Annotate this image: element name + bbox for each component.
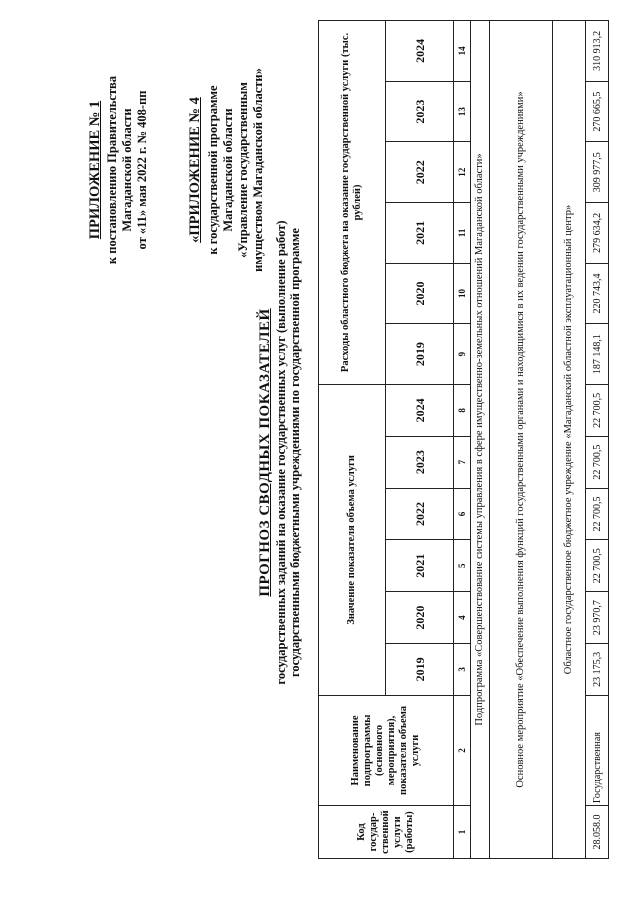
- column-number: 8: [454, 384, 471, 436]
- main-activity-row: [490, 21, 553, 859]
- header-year: 2020: [386, 592, 454, 644]
- appendix-program-line: к государственной программе: [206, 85, 220, 255]
- column-number: 11: [454, 203, 471, 264]
- header-year: 2019: [386, 324, 454, 385]
- column-number: 9: [454, 324, 471, 385]
- header-year: 2021: [386, 203, 454, 264]
- expense-value: 310 913,2: [586, 21, 609, 82]
- column-number: 6: [454, 488, 471, 540]
- column-number: 10: [454, 263, 471, 324]
- header-year: 2022: [386, 142, 454, 203]
- column-number: 3: [454, 644, 471, 696]
- service-code: 28.058.0: [586, 806, 609, 859]
- service-name: Государственная: [586, 695, 609, 805]
- header-year: 2019: [386, 644, 454, 696]
- subprogram-cell: Подпрограмма «Совершенствование системы управления в сфере имущественно-земельных отношений Магаданской области»: [471, 21, 490, 859]
- appendix-program-title: «ПРИЛОЖЕНИЕ № 4: [187, 97, 203, 243]
- appendix-resolution-title: ПРИЛОЖЕНИЕ № 1: [87, 100, 103, 240]
- header-row: [319, 21, 386, 859]
- header-year: 2023: [386, 436, 454, 488]
- appendix-program-line: имуществом Магаданской области»: [251, 68, 265, 272]
- volume-value: 23 175,3: [586, 644, 609, 696]
- column-number: 14: [454, 21, 471, 82]
- header-year: 2020: [386, 263, 454, 324]
- column-number: 13: [454, 81, 471, 142]
- institution-row: [553, 21, 586, 859]
- document-subtitle: государственных заданий на оказание государственных услуг (выполнение работ): [274, 220, 288, 685]
- header-year: 2024: [386, 384, 454, 436]
- header-year: 2021: [386, 540, 454, 592]
- document-subtitle: государственными бюджетными учреждениями по государственной программе: [288, 228, 302, 677]
- expense-value: 187 148,1: [586, 324, 609, 385]
- column-number: 4: [454, 592, 471, 644]
- volume-value: 22 700,5: [586, 384, 609, 436]
- header-year: 2023: [386, 81, 454, 142]
- expense-value: 279 634,2: [586, 203, 609, 264]
- indicators-table: [318, 20, 609, 859]
- main-activity-cell: Основное мероприятие «Обеспечение выполнения функций государственными органами и находящимися в их ведении государственными учреждениями»: [490, 21, 553, 859]
- column-number: 7: [454, 436, 471, 488]
- volume-value: 23 970,7: [586, 592, 609, 644]
- document-title-block: [257, 40, 302, 865]
- header-expense-group: Расходы областного бюджета на оказание государственной услуги (тыс. рублей): [319, 21, 386, 385]
- subprogram-row: [471, 21, 490, 859]
- header-year: 2024: [386, 21, 454, 82]
- institution-cell: Областное государственное бюджетное учреждение «Магаданский областной эксплуатационный центр»: [553, 21, 586, 859]
- column-number: 2: [454, 695, 471, 805]
- column-number: 1: [454, 806, 471, 859]
- appendix-resolution-date: от «11» мая 2022 г. № 408-пп: [135, 90, 149, 250]
- expense-value: 309 977,5: [586, 142, 609, 203]
- column-number: 5: [454, 540, 471, 592]
- volume-value: 22 700,5: [586, 488, 609, 540]
- expense-value: 220 743,4: [586, 263, 609, 324]
- column-number-row: [454, 21, 471, 859]
- appendix-program-line: «Управление государственным: [236, 82, 250, 258]
- appendix-resolution-line: Магаданской области: [120, 108, 134, 232]
- expense-value: 270 665,5: [586, 81, 609, 142]
- header-name: Наименование подпрограммы (основного мероприятия), показателя объема услуги: [319, 695, 454, 805]
- appendix-program-block: [188, 45, 266, 295]
- appendix-program-line: Магаданской области: [221, 108, 235, 232]
- appendix-resolution-block: [88, 45, 150, 295]
- column-number: 12: [454, 142, 471, 203]
- volume-value: 22 700,5: [586, 540, 609, 592]
- document-title: ПРОГНОЗ СВОДНЫХ ПОКАЗАТЕЛЕЙ: [257, 308, 273, 597]
- header-year: 2022: [386, 488, 454, 540]
- header-code: Код государ-ственной услуги (работы): [319, 806, 454, 859]
- table-row: [586, 21, 609, 859]
- appendix-resolution-line: к постановлению Правительства: [105, 75, 119, 265]
- volume-value: 22 700,5: [586, 436, 609, 488]
- header-volume-group: Значение показателя объема услуги: [319, 384, 386, 695]
